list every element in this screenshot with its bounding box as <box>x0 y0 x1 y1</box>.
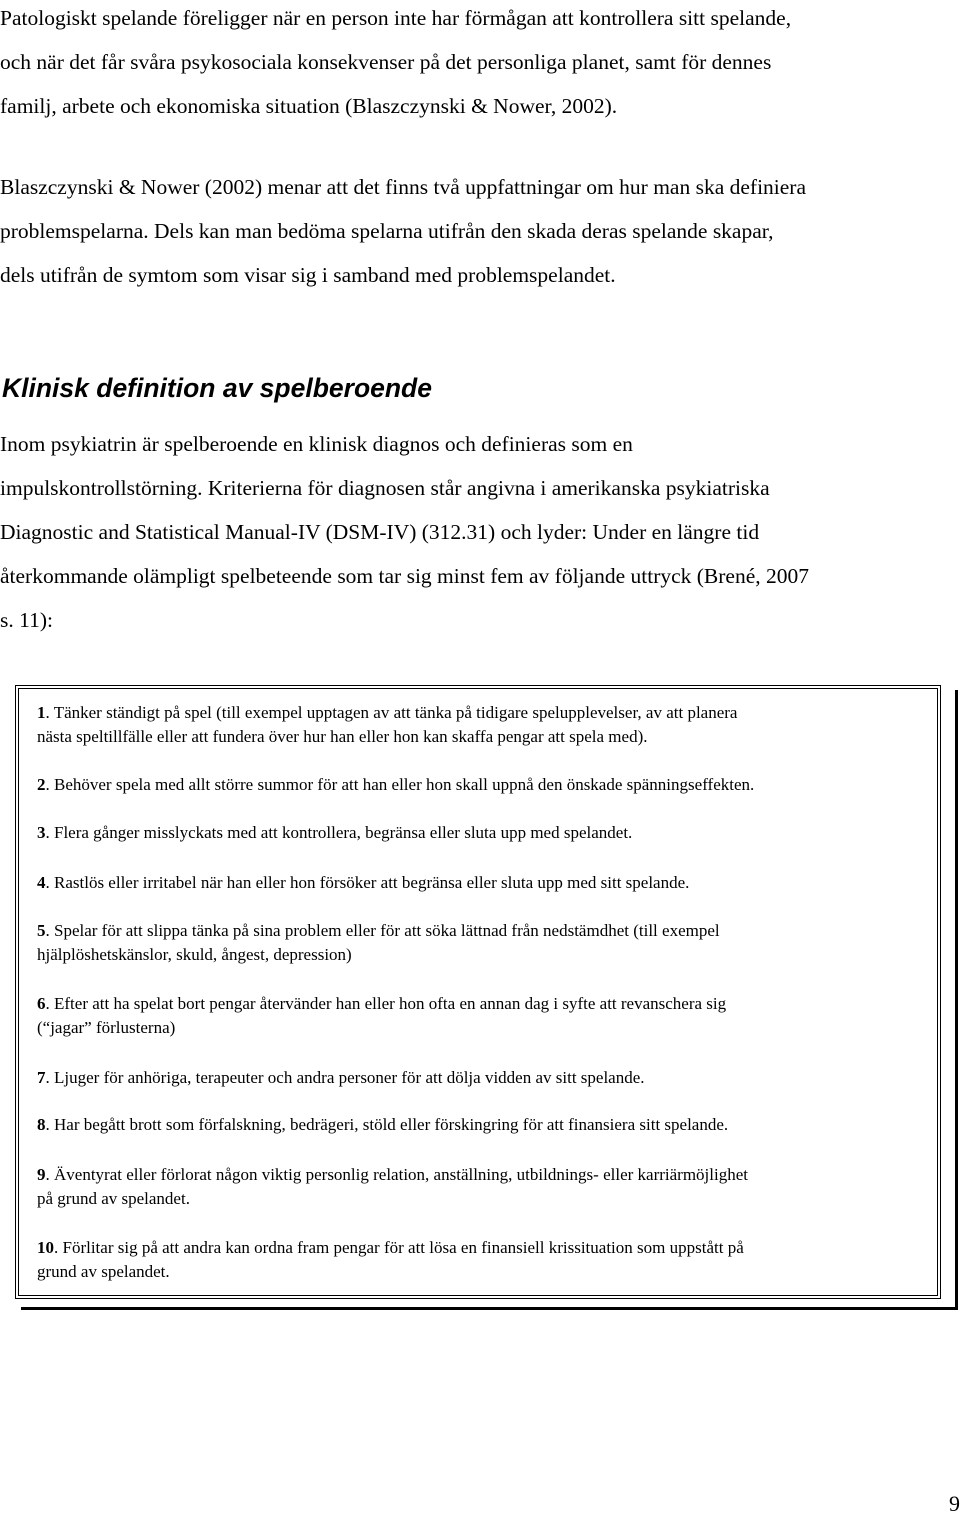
page-number: 9 <box>949 1491 960 1516</box>
criterion-number: 3 <box>37 823 46 842</box>
criterion-text: . Har begått brott som förfalskning, bedrägeri, stöld eller förskingring för att finansiera sitt spelande. <box>45 1115 729 1134</box>
criterion-number: 4 <box>37 873 46 892</box>
criterion-text: . Äventyrat eller förlorat någon viktig personlig relation, anställning, utbildnings- eller karriärmöjlighet på grund av spelandet. <box>37 1165 748 1208</box>
criterion-item <box>37 1113 937 1137</box>
criterion-text: . Ljuger för anhöriga, terapeuter och andra personer för att dölja vidden av sitt spelande. <box>45 1068 645 1087</box>
criterion-item <box>37 701 937 749</box>
criterion-text: . Förlitar sig på att andra kan ordna fram pengar för att lösa en finansiell krissituation som uppstått på grund av spelandet. <box>37 1238 744 1281</box>
criterion-number: 1 <box>37 703 46 722</box>
criterion-number: 10 <box>37 1238 54 1257</box>
criterion-text: . Tänker ständigt på spel (till exempel upptagen av att tänka på tidigare spelupplevelser, av att planera nästa speltillfälle eller att fundera över hur han eller hon kan skaffa pengar att spela med). <box>37 703 738 746</box>
criterion-number: 6 <box>37 994 46 1013</box>
criterion-item <box>37 871 937 895</box>
criterion-text: . Behöver spela med allt större summor för att han eller hon skall uppnå den önskade spänningseffekten. <box>45 775 755 794</box>
criterion-item <box>37 1066 937 1090</box>
criterion-text: . Spelar för att slippa tänka på sina problem eller för att söka lättnad från nedstämdhet (till exempel hjälplöshetskänslor, skuld, ångest, depression) <box>37 921 720 964</box>
criterion-item <box>37 773 937 797</box>
criterion-text: . Flera gånger misslyckats med att kontrollera, begränsa eller sluta upp med spelandet. <box>45 823 633 842</box>
paragraph-two-perspectives: Blaszczynski & Nower (2002) menar att det finns två uppfattningar om hur man ska definiera problemspelarna. Dels kan man bedöma spelarna utifrån den skada deras spelande skapar, dels utifrån de symtom som visar sig i samband med problemspelandet. <box>0 175 807 287</box>
criterion-text: . Rastlös eller irritabel när han eller hon försöker att begränsa eller sluta upp med sitt spelande. <box>45 873 690 892</box>
criterion-number: 2 <box>37 775 46 794</box>
criterion-item <box>37 992 937 1040</box>
criterion-item <box>37 1236 937 1284</box>
paragraph-clinical-definition: Inom psykiatrin är spelberoende en klinisk diagnos och definieras som en impulskontrollstörning. Kriterierna för diagnosen står angivna i amerikanska psykiatriska Diagnostic and Statistical Manual-IV (DSM-IV) (312.31) och lyder: Under en längre tid återkommande olämpligt spelbeteende som tar sig minst fem av följande uttryck (Brené, 2007 s. 11): <box>0 432 810 632</box>
paragraph-pathological-gambling: Patologiskt spelande föreligger när en person inte har förmågan att kontrollera sitt spelande, och när det får svåra psykosociala konsekvenser på det personliga planet, samt för dennes familj, arbete och ekonomiska situation (Blaszczynski & Nower, 2002). <box>0 6 792 118</box>
criterion-text: . Efter att ha spelat bort pengar återvänder han eller hon ofta en annan dag i syfte att revanschera sig (“jagar” förlusterna) <box>37 994 727 1037</box>
section-heading: Klinisk definition av spelberoende <box>2 373 432 403</box>
criterion-number: 9 <box>37 1165 46 1184</box>
criterion-number: 8 <box>37 1115 46 1134</box>
criterion-number: 7 <box>37 1068 46 1087</box>
criterion-item <box>37 919 937 967</box>
criterion-item <box>37 821 937 845</box>
criterion-number: 5 <box>37 921 46 940</box>
criterion-item <box>37 1163 937 1211</box>
